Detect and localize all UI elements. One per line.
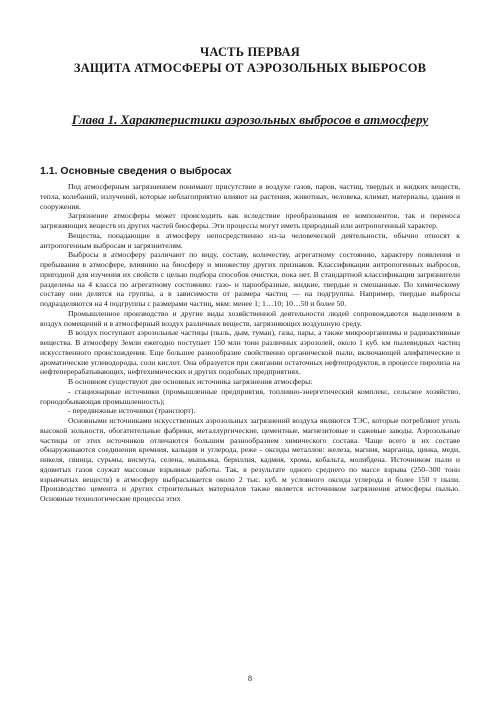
paragraph: Под атмосферным загрязнением понимают присутствие в воздухе газов, паров, частиц, твердых и жидких веществ, тепла, колебаний, излучений, которые неблагоприятно влияют на растения, животных, человека, климат, материалы, здания и сооружения.: [40, 182, 460, 211]
paragraph: Промышленное производство и другие виды хозяйственной деятельности людей сопровождаются выделением в воздух помещений и в атмосферный воздух различных веществ, загрязняющих воздушную среду.: [40, 308, 460, 328]
paragraph: В воздух поступают аэрозольные частицы (пыль, дым, туман), газы, пары, а также микроорганизмы и радиоактивные вещества. В атмосферу Земли ежегодно поступает 150 млн тонн различных аэрозолей, около 1 куб. км пылевидных частиц искусственного происхождения. Еще большее разнообразие свойственно органической пыли, включающей алифатические и ароматические углеводороды, соли кислот. Она образуется при сжигании остаточных нефтепродуктов, в процессе пиролиза на нефтеперерабатывающих, нефтехимических и других подобных предприятиях.: [40, 328, 460, 377]
paragraph: Основными источниками искусственных аэрозольных загрязнений воздуха являются ТЭС, которые потребляют уголь высокой зольности, обогатительные фабрики, металлургические, цементные, магнезитовые и сажевые заводы. Аэрозольные частицы от этих источников отличаются большим разнообразием химического состава. Чаще всего в их составе обнаруживаются соединения кремния, кальция и углерода, реже - оксиды металлов: железа, магния, марганца, цинка, меди, никеля, свинца, сурьмы, висмута, селена, мышьяка, бериллия, кадмия, хрома, кобальта, молибдена. Источником пыли и ядовитых газов служат массовые взрывные работы. Так, в результате одного среднего по массе взрыва (250–300 тонн взрывчатых веществ) в атмосферу выбрасывается около 2 тыс. куб. м условного оксида углерода и более 150 т пыли. Производство цемента и других строительных материалов также является источником загрязнения атмосферы пылью. Основные технологические процессы этих: [40, 416, 460, 503]
part-heading: ЗАЩИТА АТМОСФЕРЫ ОТ АЭРОЗОЛЬНЫХ ВЫБРОСОВ: [73, 61, 427, 75]
page-number: 8: [248, 674, 252, 683]
paragraph: Загрязнение атмосферы может происходить как вследствие преобразования ее компонентов, так и переноса загрязняющих веществ из других частей биосферы. Эти процессы могут иметь природный или антропогенный характер.: [40, 211, 460, 230]
body-text: [40, 182, 460, 504]
part-title: [0, 44, 500, 76]
paragraph: В основном существуют две основных источника загрязнения атмосферы:: [68, 377, 313, 386]
list-item: - передвижные источники (транспорт).: [68, 406, 196, 416]
chapter-title: Глава 1. Характеристики аэрозольных выбросов в атмосферу: [71, 112, 429, 127]
section-title: 1.1. Основные сведения о выбросах: [40, 165, 232, 177]
paragraph: Вещества, попадающие в атмосферу непосредственно из-за человеческой деятельности, обычно относят к антропогенным выбросам и загрязнителям.: [40, 230, 460, 250]
list-item: - стационарные источники (промышленные предприятия, топливно-энергетический комплекс, сельское хозяйство, горнодобывающая промышленность);: [40, 386, 460, 406]
part-label: ЧАСТЬ ПЕРВАЯ: [199, 45, 301, 59]
paragraph: Выбросы в атмосферу различают по виду, составу, количеству, агрегатному состоянию, характеру появления и пребывания в атмосфере, влиянию на биосферу и множеству других признаков. Классификации антропогенных выбросов, пригодной для изучения их свойств с целью подбора способов очистки, пока нет. В стандартной классификации загрязнители разделены на 4 класса по агрегатному состоянию: газо- и парообразные, жидкие, твердые и смешанные. По химическому составу они делятся на группы, а в зависимости от размера частиц — на подгруппы. Например, твердые выбросы подразделяются на 4 подгруппы с размерами частиц, мкм: менее 1; 1…10; 10…50 и более 50.: [40, 250, 460, 308]
